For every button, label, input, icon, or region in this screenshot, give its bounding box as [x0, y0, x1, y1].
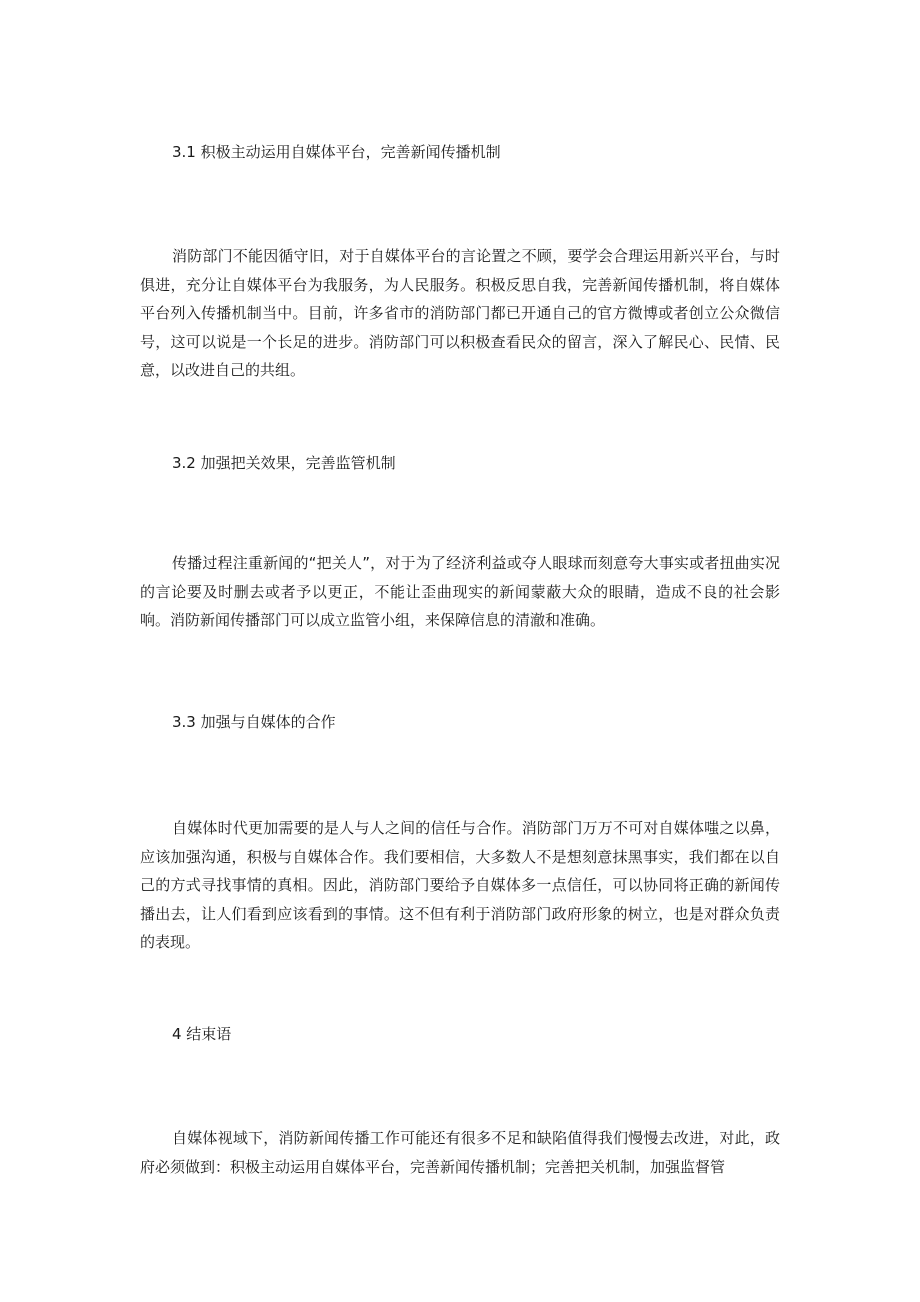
section-paragraph-3-1: 消防部门不能因循守旧，对于自媒体平台的言论置之不顾，要学会合理运用新兴平台，与时俱进，充分让自媒体平台为我服务，为人民服务。积极反思自我，完善新闻传播机制，将自媒体平台列入传播机制当中。目前，许多省市的消防部门都已开通自己的官方微博或者创立公众微信号，这可以说是一个长足的进步。消防部门可以积极查看民众的留言，深入了解民心、民情、民意，以改进自己的共组。 [140, 247, 780, 379]
section-paragraph-3-2: 传播过程注重新闻的“把关人”，对于为了经济利益或夺人眼球而刻意夸大事实或者扭曲实况的言论要及时删去或者予以更正，不能让歪曲现实的新闻蒙蔽大众的眼睛，造成不良的社会影响。消防新闻传播部门可以成立监管小组，来保障信息的清澈和准确。 [140, 554, 780, 629]
section-heading-3-1: 3.1 积极主动运用自媒体平台，完善新闻传播机制 [172, 143, 501, 161]
section-heading-4: 4 结束语 [172, 1025, 232, 1043]
section-heading-3-3: 3.3 加强与自媒体的合作 [172, 713, 336, 731]
section-heading-3-2: 3.2 加强把关效果，完善监管机制 [172, 454, 396, 472]
section-paragraph-4: 自媒体视域下，消防新闻传播工作可能还有很多不足和缺陷值得我们慢慢去改进，对此，政府必须做到：积极主动运用自媒体平台，完善新闻传播机制；完善把关机制，加强监督管 [140, 1129, 780, 1176]
section-paragraph-3-3: 自媒体时代更加需要的是人与人之间的信任与合作。消防部门万万不可对自媒体嗤之以鼻，应该加强沟通，积极与自媒体合作。我们要相信，大多数人不是想刻意抹黑事实，我们都在以自己的方式寻找事情的真相。因此，消防部门要给予自媒体多一点信任，可以协同将正确的新闻传播出去，让人们看到应该看到的事情。这不但有利于消防部门政府形象的树立，也是对群众负责的表现。 [140, 819, 780, 951]
